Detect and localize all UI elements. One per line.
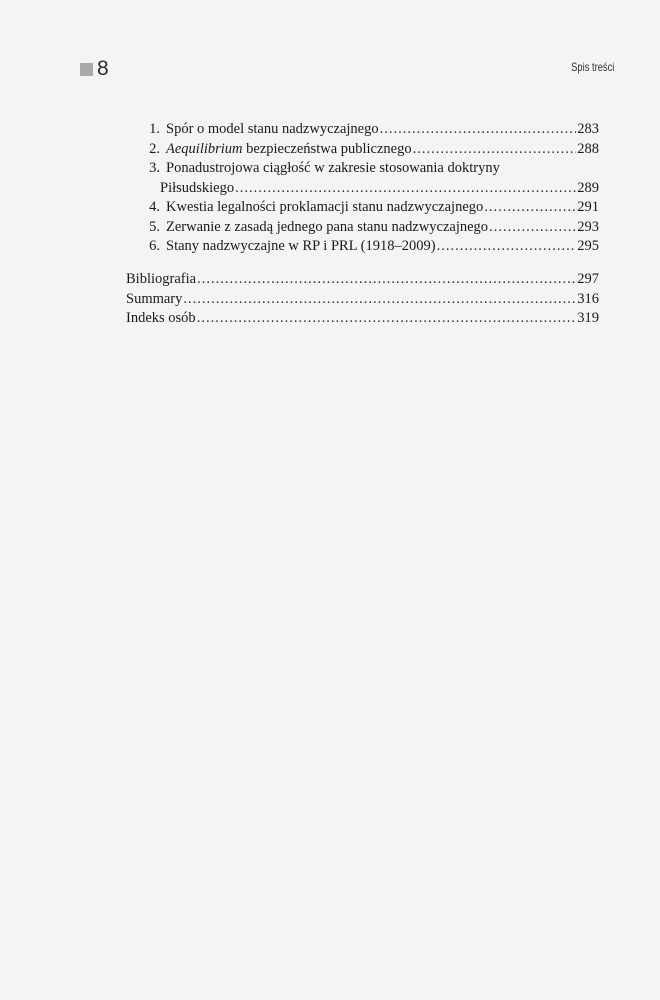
toc-entry (126, 290, 599, 310)
toc-entry-title-rest: bezpieczeństwa publicznego (242, 140, 412, 157)
leader-dots (197, 309, 577, 329)
toc-entry-number: 6. (149, 238, 160, 254)
toc-entry-title-italic: Aequilibrium (166, 140, 243, 157)
toc-entry-number: 1. (149, 121, 160, 137)
toc-back-matter (126, 270, 599, 329)
toc-entry (126, 179, 599, 199)
toc-entry-line (126, 159, 599, 179)
toc-entry-page: 291 (577, 199, 599, 215)
toc-entry-title (166, 140, 412, 160)
leader-dots (489, 218, 576, 238)
toc-entry-number: 2. (149, 140, 160, 157)
toc-entry-title: Indeks osób (126, 310, 196, 326)
page-header (80, 56, 614, 84)
toc-entry-page: 288 (577, 140, 599, 157)
toc-entry (126, 270, 599, 290)
toc-entry-title: Stany nadzwyczajne w RP i PRL (1918–2009) (166, 238, 436, 254)
running-head: Spis treści (570, 60, 614, 74)
page-marker-square (80, 63, 93, 76)
toc-entry (126, 218, 599, 238)
toc-entry-title: Piłsudskiego (160, 179, 235, 196)
toc-entry-number: 4. (149, 199, 160, 215)
toc-entry-title: Kwestia legalności proklamacji stanu nadzwyczajnego (166, 199, 484, 215)
toc-entry-page: 316 (577, 290, 599, 307)
toc-entry (126, 140, 599, 160)
toc-entry-title: Summary (126, 290, 183, 307)
toc-entry-page: 319 (577, 310, 599, 326)
toc-entry-page: 283 (577, 121, 599, 137)
leader-dots (235, 179, 576, 199)
toc-entry-title: Zerwanie z zasadą jednego pana stanu nadzwyczajnego (166, 218, 489, 235)
toc-entry-page: 289 (577, 179, 599, 196)
leader-dots (380, 120, 577, 140)
toc-entry-title: Bibliografia (126, 271, 197, 287)
toc-entry-page: 297 (577, 271, 599, 287)
toc-entry-number: 3. (149, 160, 160, 176)
toc-chapter-list (126, 120, 599, 257)
toc-entry-title: Spór o model stanu nadzwyczajnego (166, 121, 379, 137)
toc-entry-page: 293 (577, 218, 599, 235)
page-number: 8 (97, 57, 109, 80)
toc-entry-page: 295 (577, 238, 599, 254)
leader-dots (413, 140, 577, 160)
toc-entry (126, 309, 599, 329)
leader-dots (197, 270, 576, 290)
toc-entry (126, 120, 599, 140)
toc-entry-number: 5. (149, 218, 160, 235)
leader-dots (437, 237, 577, 257)
toc-entry (126, 237, 599, 257)
toc-entry (126, 198, 599, 218)
leader-dots (183, 290, 576, 310)
toc-entry-title-line1: Ponadustrojowa ciągłość w zakresie stosowania doktryny (166, 160, 500, 176)
leader-dots (484, 198, 576, 218)
